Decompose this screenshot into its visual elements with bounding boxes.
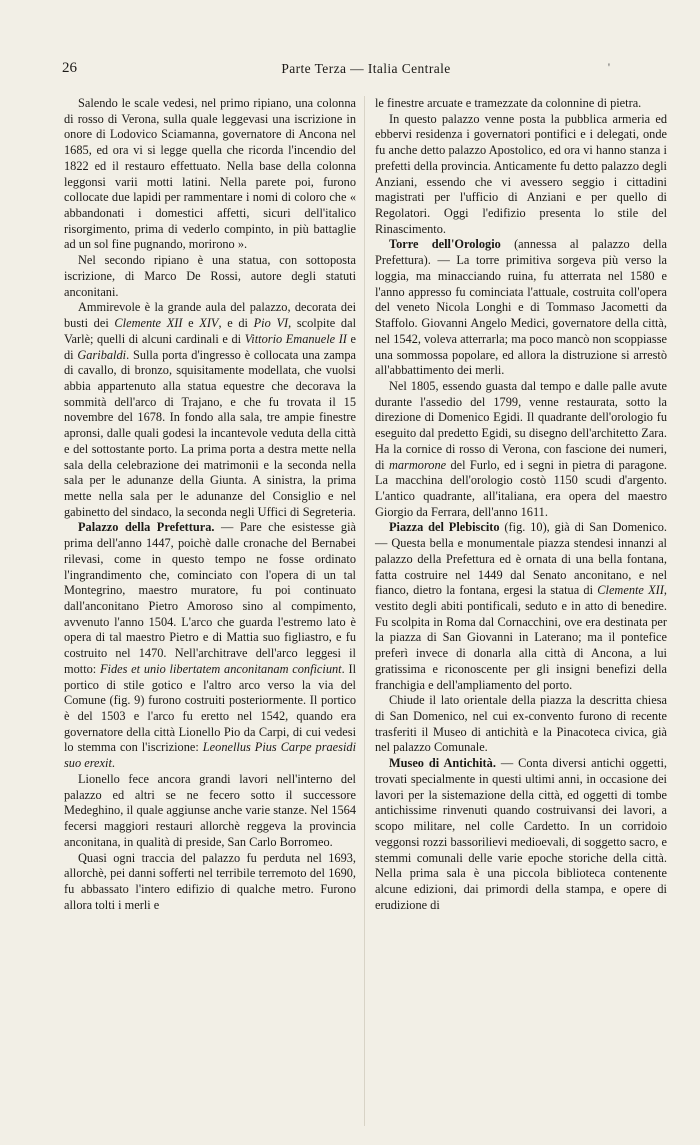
text-run: e di (64, 331, 356, 362)
column-divider (364, 96, 365, 1126)
paragraph (64, 253, 356, 300)
text-run: — Conta diversi antichi oggetti, trovati specialmente in questi ultimi anni, in occasione dei lavori per la sistemazione della città, ed oggetti di tombe antichissime rinvenuti quando costruivansi dei lavori, a scopo militare, nel colle Cardetto. In un corridoio veggonsi rozzi bassorilievi medioevali, di soggetto sacro, e stemmi comunali delle varie epoche storiche della città. Nella prima sala è una piccola biblioteca contenente alcune edizioni, dai primordi della stampa, e opere di erudizione di (375, 756, 667, 912)
section-heading: Torre dell'Orologio (389, 237, 501, 252)
section-heading: Piazza del Plebiscito (389, 520, 500, 535)
italic-text: Fides et unio libertatem anconitanam conficiunt (100, 661, 342, 676)
left-column (64, 96, 356, 913)
section-heading: Palazzo della Prefettura. (78, 520, 215, 535)
text-run: — Pare che esistesse già prima dell'anno 1447, poichè dalle cronache del Bernabei rilevasi, come in questo tempo ne fosse ordinato l'ingrandimento che, cominciato con l'opera di un tal Montegrino, maestro muratore, fu poi continuato dall'anconitano Pietro Amoroso sino al compimento, avvenuto l'anno 1504. L'arco che guarda l'estremo lato è opera di tal maestro Pietro e di Mattia suo figliastro, e fu costruito nel 1470. Nell'architrave dell'arco leggesi il motto: (64, 520, 356, 676)
text-run: . Sulla porta d'ingresso è collocata una zampa di cavallo, di bronzo, squisitamente modellata, che vuolsi abbia appartenuto alla statua equestre che decorava la sommità dell'arco di Trajano, e che fu trovata il 15 novembre del 1678. In fondo alla sala, tre ampie finestre apronsi, dalle quali godesi la incantevole veduta della città e del sottostante porto. La prima porta a destra mette nella sala della celebrazione dei matrimonii e la seconda nella sala per le adunanze della Giunta. A sinistra, la prima mette nella sala per le adunanze del Consiglio e nel gabinetto del sindaco, la seconda negli Uffici di Segreteria. (64, 347, 356, 519)
italic-text: XIV (199, 316, 219, 331)
text-run: , vestito degli abiti pontificali, seduto e in atto di benedire. Fu scolpita in Roma dal Cornacchini, ove era destinata per la piazza di San Giovanni in Laterano; ma il pontefice preferì invece di donarla alla città di Ancona, a lui gratissima e riconoscente per gli insigni benefizi della franchigia e dell'ampliamento del porto. (375, 583, 667, 692)
paragraph (64, 851, 356, 914)
text-run: del Furlo, ed i segni in pietra di paragone. La macchina dell'orologio costò 1150 scudi d'argento. L'antico quadrante, all'italiana, era opera del maestro Giorgio da Ferrara, dell'anno 1611. (375, 457, 668, 519)
paragraph (64, 520, 356, 772)
text-run: Nel 1805, essendo guasta dal tempo e dalle palle avute durante l'assedio del 1799, venne restaurata, sotto la direzione di Domenico Egidi. Il quadrante dell'orologio fu eseguito dal predetto Egidi, su disegno dell'architetto Zara. Ha la cornice di rosso di Verona, con fascione dei numeri, di (375, 378, 667, 472)
italic-text: Clemente XII (114, 316, 183, 331)
text-run: Chiude il lato orientale della piazza la descritta chiesa di San Domenico, nel cui ex-convento furono di recente trasferiti il Museo di antichità e la Pinacoteca civica, già nel palazzo Comunale. (375, 693, 667, 755)
paragraph (375, 112, 667, 238)
text-run: , scolpite dal Varlè; quelli di alcuni cardinali e di (64, 316, 356, 346)
running-title: Parte Terza — Italia Centrale (281, 61, 451, 76)
text-run: e (182, 316, 200, 331)
italic-text: Vittorio Emanuele II (244, 331, 347, 346)
paragraph (375, 756, 667, 913)
text-run: , e di (218, 316, 254, 331)
text-run: (fig. 10), già di San Domenico. — Questa bella e monumentale piazza stendesi innanzi al palazzo della Prefettura ed è ornata di una bella fontana, fatta costruire nel 1449 dal Senato anconitano, e nel fianco, dietro la fontana, ergesi la statua di (375, 520, 667, 598)
text-run: Quasi ogni traccia del palazzo fu perduta nel 1693, allorchè, pei danni sofferti nel terribile terremoto del 1690, fu abbassato l'intero edifizio di qualche metro. Furono allora tolti i merli e (64, 850, 356, 912)
text-run: . (111, 756, 115, 771)
text-run: le finestre arcuate e tramezzate da colonnine di pietra. (375, 96, 642, 110)
text-run: Salendo le scale vedesi, nel primo ripiano, una colonna di rosso di Verona, sulla quale leggevasi una iscrizione in onore di Lodovico Sciamanna, governatore di Ancona nel 1685, ed ora vi si legge quella che ricorda l'incendio del 1822 ed il restauro effettuato. Nella base della colonna leggonsi varii motti latini. Nella parete poi, furono collocate due lapidi per rammentare i nomi di coloro che « abbandonati i domestici affetti, sicuri dell'italico risorgimento, prima di vederlo compinto, in più battaglie ad un sol fine pugnando, morirono ». (64, 96, 356, 252)
paragraph (375, 520, 667, 693)
text-run: In questo palazzo venne posta la pubblica armeria ed ebbervi residenza i governatori pontifici e i delegati, onde fu anche detto palazzo Apostolico, ed ora vi hanno stanza i prefetti della provincia. Anticamente fu detto palazzo degli Anziani, essendo che vi avessero seggio i cittadini magistrati per l'ufficio di Anziani e per quello di Regolatori. Oggi l'edifizio presenta lo stile del Rinascimento. (375, 111, 667, 236)
page-header (62, 60, 670, 78)
italic-text: Pio VI (253, 316, 289, 331)
paragraph (64, 300, 356, 520)
right-column (375, 96, 667, 913)
margin-mark: ' (607, 60, 610, 74)
paragraph (375, 96, 667, 112)
text-run: Nel secondo ripiano è una statua, con sottoposta iscrizione, di Marco De Rossi, autore degli statuti anconitani. (64, 253, 356, 299)
paragraph (64, 96, 356, 253)
italic-text: Clemente XII (597, 583, 664, 598)
text-run: Ammirevole è la grande aula del palazzo, decorata dei busti dei (64, 300, 356, 331)
text-run: Lionello fece ancora grandi lavori nell'interno del palazzo ed altri se ne fecero sotto il successore Medeghino, il quale aggiunse anche varie stanze. Nel 1564 fecersi maggiori restauri allorchè reggeva la provincia anconitana, in qualità di preside, San Carlo Borromeo. (64, 771, 356, 849)
text-run: . Il portico di stile gotico e l'altro arco verso la via del Comune (fig. 9) furono costruiti posteriormente. Il portico è del 1503 e l'arco fu eretto nel 1542, quando era governatore della città Lionello Pio da Carpi, di cui vedesi lo stemma con l'iscrizione: (64, 661, 357, 755)
paragraph (375, 237, 667, 378)
paragraph (64, 772, 356, 851)
italic-text: Garibaldi (77, 347, 127, 362)
italic-text: Leonellus Pius Carpe praesidi suo erexit (64, 740, 356, 771)
italic-text: marmorone (388, 457, 447, 472)
paragraph (375, 693, 667, 756)
text-run: (annessa al palazzo della Prefettura). — La torre primitiva sorgeva più verso la loggia, ma minacciando ruina, fu atterrata nel 1580 e l'anno appresso fu cominciata l'attuale, costruita coll'opera del veneto Nicola Longhi e di Tommaso Jacometti da Staffolo. Giovanni Angelo Medici, governatore della città, nel 1542, voleva atterrarla; ma poco mancò non scoppiasse una sommossa popolare, ed allora la distruzione si arrestò all'abbattimento dei merli. (375, 237, 667, 378)
section-heading: Museo di Antichità. (389, 756, 496, 771)
paragraph (375, 379, 667, 520)
page-number: 26 (62, 60, 77, 76)
